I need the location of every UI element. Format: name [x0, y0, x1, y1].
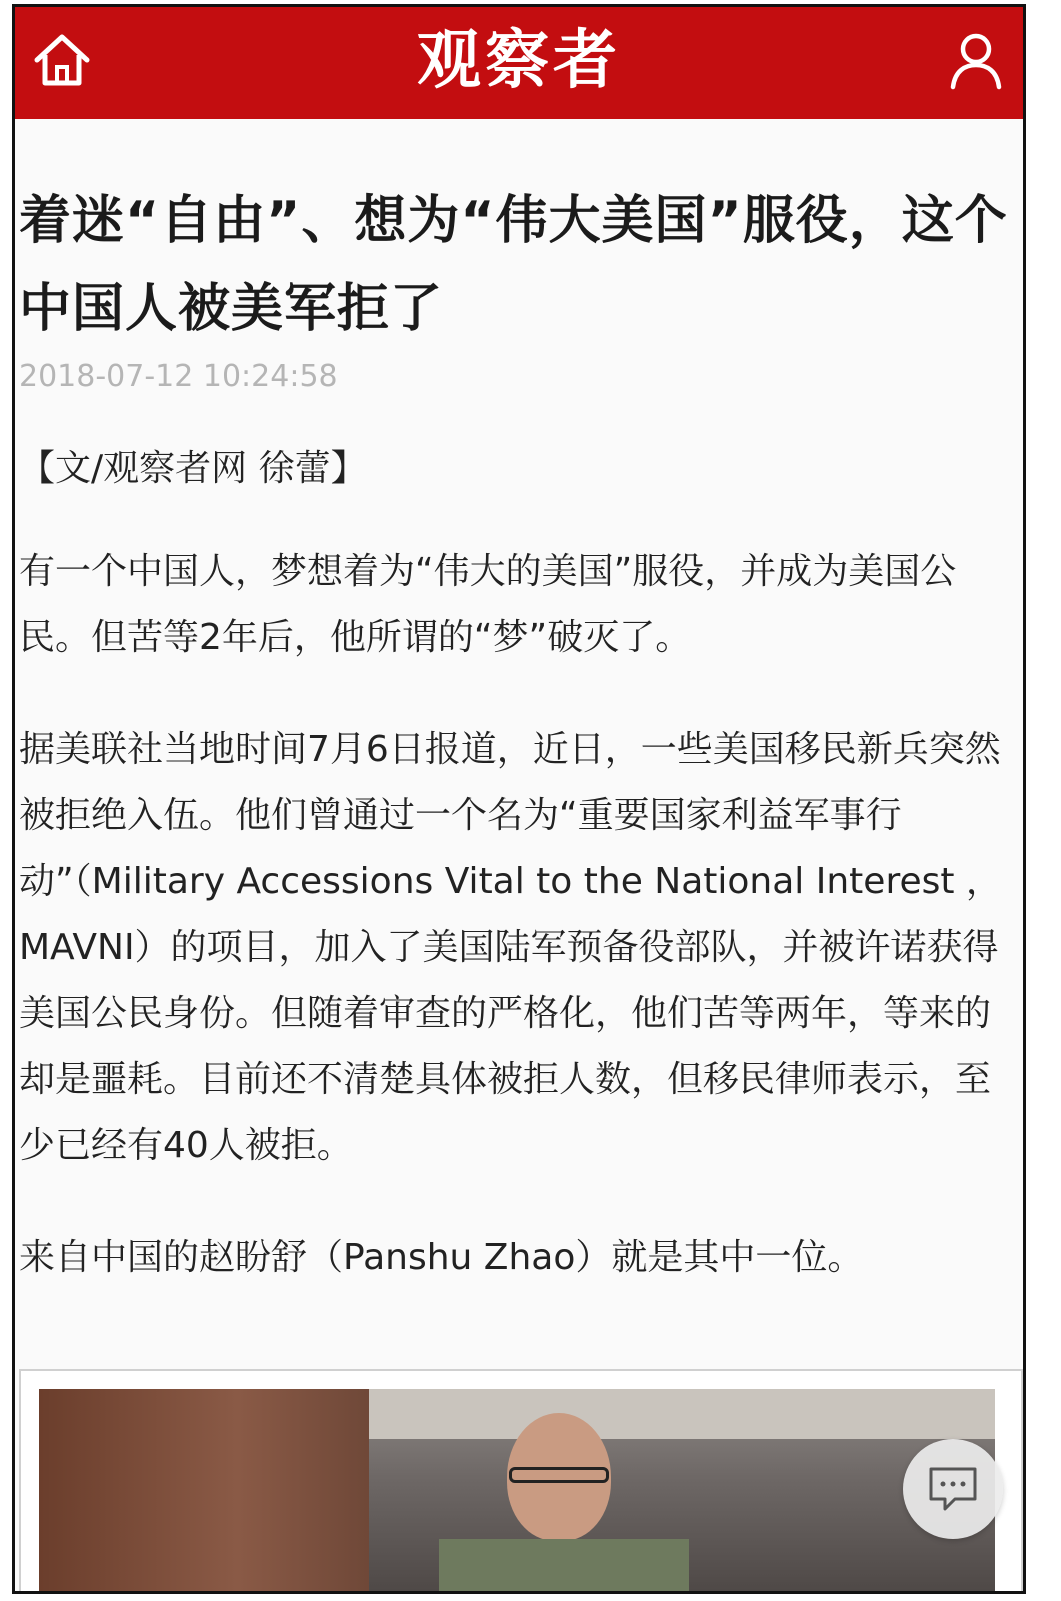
photo-glasses: [509, 1467, 609, 1483]
top-bar: [15, 7, 1023, 119]
article-photo: [19, 1369, 1023, 1594]
article-byline: 【文/观察者网 徐蕾】: [19, 448, 367, 489]
comment-button[interactable]: [903, 1439, 1003, 1539]
article-paragraph: 来自中国的赵盼舒（Panshu Zhao）就是其中一位。: [19, 1237, 864, 1278]
article: [19, 177, 1019, 1291]
photo-image: [39, 1389, 995, 1594]
article-paragraph: 有一个中国人，梦想着为“伟大的美国”服役，并成为美国公民。但苦等2年后，他所谓的“梦”破灭了。: [19, 551, 957, 658]
site-logo[interactable]: 观察者: [417, 24, 621, 98]
photo-wall: [39, 1389, 369, 1594]
article-date: 2018-07-12 10:24:58: [19, 359, 338, 394]
comment-icon: [927, 1465, 979, 1513]
article-paragraph: 据美联社当地时间7月6日报道，近日，一些美国移民新兵突然被拒绝入伍。他们曾通过一个名为“重要国家利益军事行动”（Military Accessions Vital to the National Interest ，MAVNI）的项目，加入了美国陆军预备役部队，并被许诺获得美国公民身份。但随着审查的严格化，他们苦等两年，等来的却是噩耗。目前还不清楚具体被拒人数，但移民律师表示，至少已经有40人被拒。: [19, 729, 1002, 1166]
photo-uniform: [439, 1539, 689, 1594]
article-title: 着迷“自由”、想为“伟大美国”服役，这个中国人被美军拒了: [19, 191, 1008, 339]
user-icon[interactable]: [943, 27, 1009, 93]
photo-ceiling: [369, 1389, 995, 1439]
screen-frame: [12, 4, 1026, 1594]
